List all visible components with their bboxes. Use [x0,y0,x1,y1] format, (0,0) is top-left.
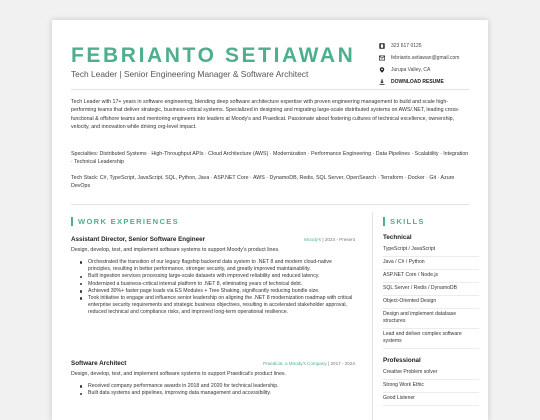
job-company[interactable]: Praedicat, a Moody's Company [263,361,327,366]
header-divider [71,89,469,90]
job-bullet: Received company performance awards in 2018 and 2020 for technical leadership. [88,383,355,390]
resume-page [52,20,488,420]
contact-email-text: febrianto.setiawan@gmail.com [391,55,460,61]
summary-intro: Tech Leader with 17+ years in software engineering, blending deep software architecture expertise with proven engineering management to build and scale high-performing teams that deliver strategic, business-critical systems. Specialized in designing and migrating large-scale distributed systems on AWS/.NET, leading cross-functional & offshore teams and mentoring engineers into leaders at Moody's and Praedicat. Passionate about fostering cultures of technical excellence, ownership, velocity, and innovation while driving org-level impact. [71,99,460,130]
column-divider [372,212,373,420]
summary-tech-stack: Tech Stack: C#, TypeScript, JavaScript, SQL, Python, Java · ASP.NET Core · AWS · DynamoDB, Redis, SQL Server, OpenSearch · Terraform · Docker · Git · Azure DevOps [71,175,455,190]
job-bullet: Modernized a business-critical internal platform to .NET 8, eliminating years of technical debt. [88,281,355,288]
skill-item: SQL Server / Redis / DynamoDB [383,283,479,296]
skills-group-technical: Technical [383,234,412,241]
skill-item: Lead and deliver complex software systems [383,329,479,349]
skill-item: ASP.NET Core / Node.js [383,270,479,283]
job-bullet: Achieved 30%+ faster page loads via ES Modules + Tree Shaking, significantly reducing bundle size. [88,288,355,295]
candidate-name: FEBRIANTO SETIAWAN [71,44,356,67]
email-icon [379,55,385,61]
download-icon [379,79,385,85]
job-bullet: Orchestrated the transition of our legacy flagship backend data system to .NET 8 and modern cloud-native principles, resulting in better performance, stronger security, and greatly improved maintainability. [88,259,355,273]
summary-specialties: Specialties: Distributed Systems · High-Throughput APIs · Cloud Architecture (AWS) · Modernization · Performance Engineering · Data Pipelines · Scalability · Integration · Technical Leadership [71,151,469,166]
contact-phone[interactable] [379,40,484,52]
job-meta: Praedicat, a Moody's Company | 2017 - 2024 [263,361,355,366]
skill-item: Strong Work Ethic [383,380,479,393]
skill-item: Good Listener [383,393,479,406]
job-title: Assistant Director, Senior Software Engineer [71,236,206,243]
phone-icon [379,43,385,49]
skill-item: TypeScript / JavaScript [383,244,479,257]
skills-group-professional: Professional [383,357,421,364]
download-resume-text: DOWNLOAD RESUME [391,79,444,85]
contact-location [379,64,484,76]
job-entry-praedicat [71,360,355,397]
job-description: Design, develop, test, and implement software systems to support Moody's product lines. [71,247,280,253]
contact-email[interactable] [379,52,484,64]
contact-location-text: Jurupa Valley, CA [391,67,431,73]
work-experiences-heading [71,217,179,226]
skills-heading [383,217,425,226]
skill-item: Design and implement database structures [383,309,479,329]
heading-accent-bar [383,217,385,226]
contact-phone-text: 323 617 0125 [391,43,422,49]
skill-item: Java / C# / Python [383,257,479,270]
skill-item: Object-Oriented Design [383,296,479,309]
job-entry-moodys [71,236,355,317]
job-dates: 2024 - Present [324,237,355,242]
job-bullets [71,383,355,397]
job-company[interactable]: Moody's [304,237,322,242]
job-title: Software Architect [71,360,127,367]
job-description: Design, develop, test, and implement software systems to support Praedicat's product lines. [71,371,287,377]
skill-item: Creative Problem solver [383,367,479,380]
skills-title: SKILLS [390,217,425,226]
job-bullet: Built ingestion services processing large-scale datasets with improved reliability and reduced latency. [88,273,355,280]
skills-list [383,234,479,406]
job-bullet: Took initiative to engage and influence senior leadership on aligning the .NET 8 modernization roadmap with critical enterprise security requirements and strategic business objectives, resulting in accelerated stakeholder approval, reduced technical and compliance risks, and improved long-term operational resilience. [88,295,355,317]
job-bullet: Built data systems and pipelines, improving data management and accessibility. [88,390,355,397]
job-dates: 2017 - 2024 [330,361,355,366]
work-experiences-title: WORK EXPERIENCES [78,217,179,226]
download-resume-link[interactable] [379,76,484,88]
candidate-subtitle: Tech Leader | Senior Engineering Manager & Software Architect [71,69,309,79]
location-icon [379,67,385,73]
contact-block [379,40,484,88]
heading-accent-bar [71,217,73,226]
job-bullets [71,259,355,317]
job-meta: Moody's | 2024 - Present [304,237,355,242]
summary-divider [71,204,469,205]
